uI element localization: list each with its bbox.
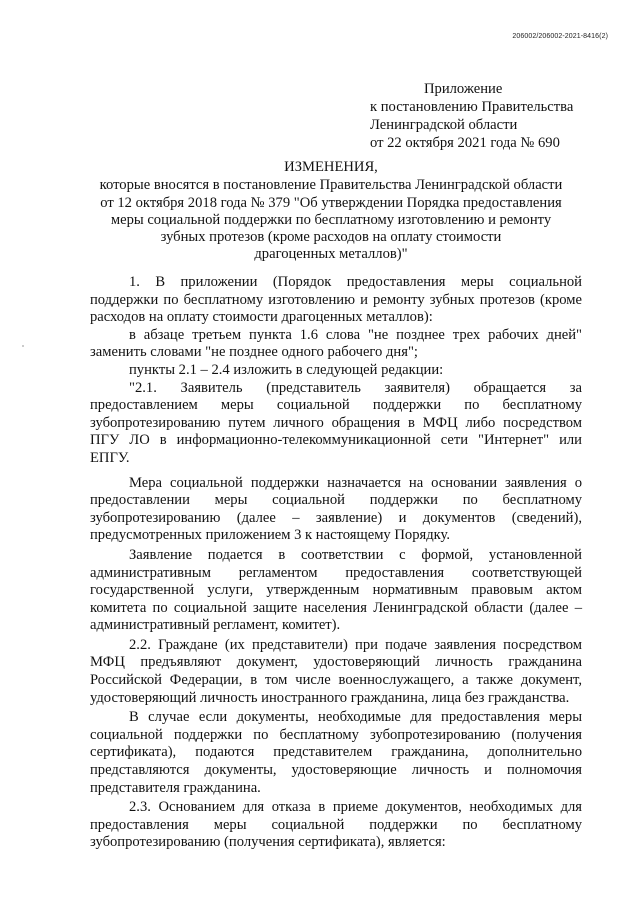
paragraph-8: В случае если документы, необходимые для предоставления меры социальной поддержки по бесплатному зубопротезированию (получения сертификата), подаются представителем гражданина, дополнительно представляются документы, удостоверяющие личность и полномочия представителя гражданина. (90, 709, 582, 796)
document-body (90, 274, 582, 852)
paragraph-7: 2.2. Граждане (их представители) при подаче заявления посредством МФЦ предъявляют документ, удостоверяющий личность гражданина Российской Федерации, в том числе военнослужащего, а также документ, удостоверяющий личность иностранного гражданина, лица без гражданства. (90, 636, 582, 706)
title-line-5: драгоценных металлов)" (254, 246, 408, 263)
appendix-line-2: к постановлению Правительства (370, 99, 574, 115)
title-line-1: которые вносятся в постановление Правительства Ленинградской области (99, 177, 563, 194)
document-title-block (80, 159, 582, 264)
appendix-line-3: Ленинградской области (370, 117, 518, 133)
paragraph-2: в абзаце третьем пункта 1.6 слова "не позднее трех рабочих дней" заменить словами "не позднее одного рабочего дня"; (90, 326, 582, 361)
paragraph-6: Заявление подается в соответствии с формой, установленной административным регламентом предоставления соответствующей государственной услуги, утвержденным нормативным правовым актом комитета по социальной защите населения Ленинградской области (далее – административный регламент, комитет). (90, 546, 582, 634)
document-registration-number: 206002/206002-2021-8416(2) (512, 33, 608, 40)
title-line-4: зубных протезов (кроме расходов на оплату стоимости (160, 229, 502, 246)
scan-margin-dot (22, 345, 24, 347)
paragraph-5: Мера социальной поддержки назначается на основании заявления о предоставлении меры социальной поддержки по бесплатному зубопротезированию (далее – заявление) и документов (сведений), предусмотренных приложением 3 к настоящему Порядку. (90, 474, 582, 544)
appendix-line-4: от 22 октября 2021 года № 690 (370, 135, 560, 151)
appendix-line-1: Приложение (424, 81, 503, 97)
paragraph-1: 1. В приложении (Порядок предоставления меры социальной поддержки по бесплатному изготовлению и ремонту зубных протезов (кроме расходов на оплату стоимости драгоценных металлов): (90, 274, 582, 326)
title-line-2: от 12 октября 2018 года № 379 "Об утверждении Порядка предоставления (100, 194, 562, 211)
appendix-header (370, 80, 610, 152)
paragraph-3: пункты 2.1 – 2.4 изложить в следующей редакции: (129, 361, 444, 378)
paragraph-4: "2.1. Заявитель (представитель заявителя) обращается за предоставлением меры социальной поддержки по бесплатному зубопротезированию путем личного обращения в МФЦ либо посредством ПГУ ЛО в информационно-телекоммуникационной сети "Интернет" или ЕПГУ. (90, 379, 582, 466)
title-line-3: меры социальной поддержки по бесплатному изготовлению и ремонту (110, 211, 552, 228)
document-title: ИЗМЕНЕНИЯ, (284, 159, 378, 175)
paragraph-9: 2.3. Основанием для отказа в приеме документов, необходимых для предоставления меры социальной поддержки по бесплатному зубопротезированию (получения сертификата), является: (90, 799, 582, 851)
